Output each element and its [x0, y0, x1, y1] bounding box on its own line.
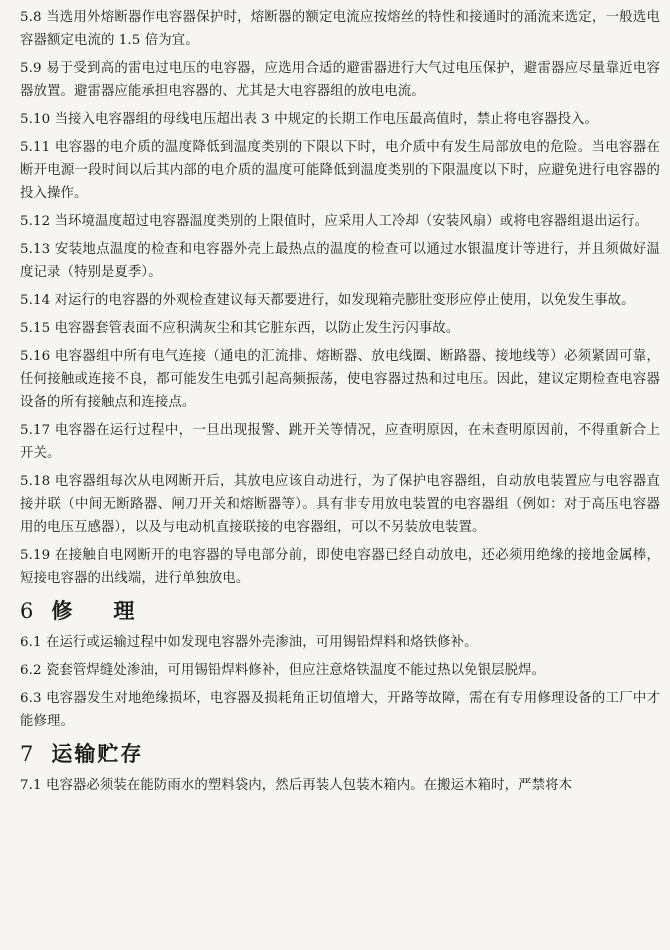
section-6-number: 6	[20, 599, 34, 623]
section-7-heading	[20, 738, 660, 768]
paragraph-6-1: 6.1 在运行或运输过程中如发现电容器外壳渗油，可用锡铅焊料和烙铁修补。	[20, 635, 478, 650]
paragraph-5-11: 5.11 电容器的电介质的温度降低到温度类别的下限以下时，电介质中有发生局部放电的危险。当电容器在断开电源一段时间以后其内部的电介质的温度可能降低到温度类别的下限温度以下时，应避免进行电容器的投入操作。	[20, 140, 660, 201]
section-6-heading	[20, 595, 660, 625]
paragraph-5-16: 5.16 电容器组中所有电气连接（通电的汇流排、熔断器、放电线圈、断路器、接地线等）必须紧固可靠，任何接触或连接不良，都可能发生电弧引起高频振荡，使电容器过热和过电压。因此，建议定期检查电容器设备的所有接触点和连接点。	[20, 349, 660, 410]
paragraph-5-15: 5.15 电容器套管表面不应积满灰尘和其它脏东西，以防止发生污闪事故。	[20, 321, 460, 336]
paragraph-5-18: 5.18 电容器组每次从电网断开后，其放电应该自动进行，为了保护电容器组，自动放电装置应与电容器直接并联（中间无断路器、闸刀开关和熔断器等）。具有非专用放电装置的电容器组（例如：对于高压电容器用的电压互感器），以及与电动机直接联接的电容器组，可以不另装放电装置。	[20, 474, 660, 535]
paragraph-7-1: 7.1 电容器必须装在能防雨水的塑料袋内，然后再装人包装木箱内。在搬运木箱时，严禁将木	[20, 778, 573, 793]
paragraph-5-19: 5.19 在接触自电网断开的电容器的导电部分前，即使电容器已经自动放电，还必须用绝缘的接地金属棒，短接电容器的出线端，进行单独放电。	[20, 548, 660, 586]
paragraph-5-13: 5.13 安装地点温度的检查和电容器外壳上最热点的温度的检查可以通过水银温度计等进行，并且须做好温度记录（特别是夏季）。	[20, 242, 660, 280]
section-7-body	[20, 774, 660, 797]
paragraph-5-9: 5.9 易于受到高的雷电过电压的电容器，应选用合适的避雷器进行大气过电压保护，避雷器应尽量靠近电容器放置。避雷器应能承担电容器的、尤其是大电容器组的放电电流。	[20, 61, 660, 99]
paragraph-5-8: 5.8 当选用外熔断器作电容器保护时，熔断器的额定电流应按熔丝的特性和接通时的涌流来选定，一般选电容器额定电流的 1.5 倍为宜。	[20, 10, 660, 48]
paragraph-5-10: 5.10 当接入电容器组的母线电压超出表 3 中规定的长期工作电压最高值时，禁止将电容器投入。	[20, 112, 599, 127]
section-6-body	[20, 631, 660, 733]
section-5-continued	[20, 6, 660, 590]
section-6-title: 修 理	[51, 598, 145, 623]
paragraph-6-2: 6.2 瓷套管焊缝处渗油，可用锡铅焊料修补，但应注意烙铁温度不能过热以免银层脱焊。	[20, 663, 546, 678]
section-7-number: 7	[20, 742, 34, 766]
paragraph-6-3: 6.3 电容器发生对地绝缘损坏，电容器及损耗角正切值增大，开路等故障，需在有专用修理设备的工厂中才能修理。	[20, 691, 660, 729]
section-7-title: 运输贮存	[51, 741, 144, 766]
paragraph-5-17: 5.17 电容器在运行过程中，一旦出现报警、跳开关等情况，应查明原因，在未查明原因前，不得重新合上开关。	[20, 423, 660, 461]
paragraph-5-12: 5.12 当环境温度超过电容器温度类别的上限值时，应采用人工冷却（安装风扇）或将电容器组退出运行。	[20, 214, 649, 229]
paragraph-5-14: 5.14 对运行的电容器的外观检查建议每天都要进行，如发现箱壳膨肚变形应停止使用，以免发生事故。	[20, 293, 635, 308]
